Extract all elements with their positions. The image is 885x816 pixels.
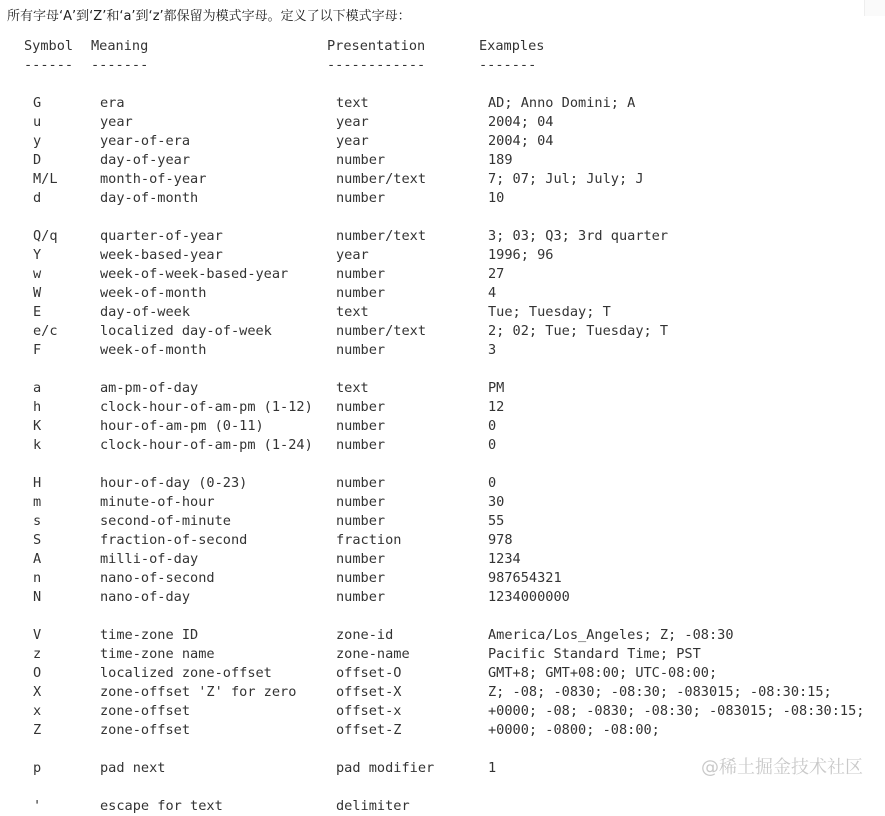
cell-symbol: e/c <box>33 323 58 339</box>
group-spacer <box>0 455 885 474</box>
cell-symbol: O <box>33 665 42 681</box>
cell-symbol: M/L <box>33 171 58 187</box>
cell-presentation: zone-name <box>336 646 410 662</box>
cell-symbol: d <box>33 190 42 206</box>
cell-examples: Z; -08; -0830; -08:30; -083015; -08:30:15; <box>488 684 832 700</box>
cell-meaning: nano-of-day <box>100 589 191 605</box>
cell-symbol: n <box>33 570 42 586</box>
cell-presentation: text <box>336 380 369 396</box>
cell-presentation: year <box>336 247 369 263</box>
cell-examples: 12 <box>488 399 505 415</box>
cell-presentation: number <box>336 285 386 301</box>
cell-meaning: day-of-month <box>100 190 199 206</box>
cell-examples: 978 <box>488 532 513 548</box>
cell-meaning: time-zone ID <box>100 627 199 643</box>
cell-examples: 1234000000 <box>488 589 570 605</box>
table-row <box>0 531 885 550</box>
cell-examples: GMT+8; GMT+08:00; UTC-08:00; <box>488 665 718 681</box>
cell-symbol: ' <box>33 798 42 814</box>
cell-meaning: month-of-year <box>100 171 207 187</box>
cell-examples: 1 <box>488 760 497 776</box>
table-row <box>0 436 885 455</box>
cell-examples: 4 <box>488 285 497 301</box>
cell-symbol: y <box>33 133 42 149</box>
table-row <box>0 341 885 360</box>
cell-presentation: delimiter <box>336 798 410 814</box>
cell-meaning: hour-of-day (0-23) <box>100 475 248 491</box>
cell-meaning: year-of-era <box>100 133 191 149</box>
cell-examples: Pacific Standard Time; PST <box>488 646 701 662</box>
cell-examples: 189 <box>488 152 513 168</box>
cell-presentation: number <box>336 475 386 491</box>
cell-examples: +0000; -08; -0830; -08:30; -083015; -08:30:15; <box>488 703 865 719</box>
cell-symbol: w <box>33 266 42 282</box>
cell-symbol: E <box>33 304 42 320</box>
cell-examples: 30 <box>488 494 505 510</box>
rule-meaning: ------- <box>91 57 149 73</box>
table-row <box>0 151 885 170</box>
cell-presentation: pad modifier <box>336 760 435 776</box>
table-row <box>0 284 885 303</box>
table-row <box>0 170 885 189</box>
intro-text: 所有字母‘A’到‘Z’和‘a’到‘z’都保留为模式字母。定义了以下模式字母： <box>7 9 411 24</box>
cell-symbol: u <box>33 114 42 130</box>
cell-meaning: clock-hour-of-am-pm (1-12) <box>100 399 313 415</box>
cell-meaning: fraction-of-second <box>100 532 248 548</box>
cell-presentation: zone-id <box>336 627 394 643</box>
cell-meaning: localized day-of-week <box>100 323 272 339</box>
cell-examples: 7; 07; Jul; July; J <box>488 171 644 187</box>
cell-examples: America/Los_Angeles; Z; -08:30 <box>488 627 734 643</box>
table-row <box>0 797 885 816</box>
table-row <box>0 664 885 683</box>
cell-examples: PM <box>488 380 505 396</box>
cell-symbol: A <box>33 551 42 567</box>
cell-presentation: number <box>336 513 386 529</box>
cell-examples: 0 <box>488 475 497 491</box>
table-body <box>0 75 885 816</box>
cell-meaning: zone-offset <box>100 703 191 719</box>
cell-presentation: offset-Z <box>336 722 402 738</box>
table-row <box>0 702 885 721</box>
cell-presentation: number <box>336 152 386 168</box>
table-header-row <box>0 37 885 56</box>
header-meaning: Meaning <box>91 38 149 54</box>
cell-symbol: p <box>33 760 42 776</box>
cell-symbol: X <box>33 684 42 700</box>
cell-presentation: number <box>336 570 386 586</box>
cell-presentation: year <box>336 133 369 149</box>
header-examples: Examples <box>479 38 545 54</box>
rule-symbol: ------ <box>24 57 74 73</box>
group-spacer <box>0 778 885 797</box>
group-spacer <box>0 208 885 227</box>
header-presentation: Presentation <box>327 38 426 54</box>
cell-meaning: time-zone name <box>100 646 215 662</box>
cell-meaning: zone-offset <box>100 722 191 738</box>
watermark: @稀土掘金技术社区 <box>701 757 863 778</box>
table-row <box>0 398 885 417</box>
cell-examples: 1996; 96 <box>488 247 554 263</box>
cell-examples: 987654321 <box>488 570 562 586</box>
cell-meaning: era <box>100 95 125 111</box>
cell-presentation: number/text <box>336 171 427 187</box>
cell-examples: 3 <box>488 342 497 358</box>
group-spacer <box>0 607 885 626</box>
pattern-letters-table <box>0 37 885 816</box>
cell-meaning: localized zone-offset <box>100 665 272 681</box>
cell-symbol: k <box>33 437 42 453</box>
table-row <box>0 417 885 436</box>
table-row <box>0 645 885 664</box>
table-row <box>0 227 885 246</box>
cell-symbol: G <box>33 95 42 111</box>
table-row <box>0 512 885 531</box>
table-row <box>0 474 885 493</box>
cell-meaning: year <box>100 114 133 130</box>
table-row <box>0 189 885 208</box>
cell-presentation: text <box>336 95 369 111</box>
rule-presentation: ------------ <box>327 57 426 73</box>
cell-meaning: second-of-minute <box>100 513 231 529</box>
cell-symbol: a <box>33 380 42 396</box>
table-row <box>0 569 885 588</box>
table-row <box>0 588 885 607</box>
table-row <box>0 303 885 322</box>
cell-meaning: zone-offset 'Z' for zero <box>100 684 297 700</box>
table-row <box>0 246 885 265</box>
cell-presentation: number <box>336 266 386 282</box>
cell-presentation: number <box>336 437 386 453</box>
cell-examples: 55 <box>488 513 505 529</box>
cell-examples: 2004; 04 <box>488 133 554 149</box>
cell-symbol: K <box>33 418 42 434</box>
cell-meaning: milli-of-day <box>100 551 199 567</box>
cell-presentation: number <box>336 418 386 434</box>
corner-decoration <box>864 0 885 16</box>
cell-presentation: year <box>336 114 369 130</box>
table-row <box>0 113 885 132</box>
cell-meaning: day-of-year <box>100 152 191 168</box>
table-row <box>0 379 885 398</box>
cell-examples: 27 <box>488 266 505 282</box>
cell-presentation: number/text <box>336 323 427 339</box>
table-row <box>0 132 885 151</box>
cell-presentation: number <box>336 551 386 567</box>
cell-meaning: day-of-week <box>100 304 191 320</box>
group-spacer <box>0 360 885 379</box>
cell-symbol: m <box>33 494 42 510</box>
cell-meaning: escape for text <box>100 798 223 814</box>
cell-presentation: text <box>336 304 369 320</box>
cell-symbol: s <box>33 513 42 529</box>
cell-examples: 10 <box>488 190 505 206</box>
cell-presentation: fraction <box>336 532 402 548</box>
cell-meaning: week-of-month <box>100 285 207 301</box>
cell-meaning: quarter-of-year <box>100 228 223 244</box>
rule-examples: ------- <box>479 57 537 73</box>
table-row <box>0 683 885 702</box>
cell-examples: AD; Anno Domini; A <box>488 95 636 111</box>
cell-presentation: offset-O <box>336 665 402 681</box>
cell-meaning: minute-of-hour <box>100 494 215 510</box>
cell-presentation: offset-X <box>336 684 402 700</box>
table-row <box>0 265 885 284</box>
cell-examples: 0 <box>488 437 497 453</box>
table-row <box>0 94 885 113</box>
cell-meaning: pad next <box>100 760 166 776</box>
cell-symbol: h <box>33 399 42 415</box>
cell-meaning: clock-hour-of-am-pm (1-24) <box>100 437 313 453</box>
cell-presentation: number <box>336 494 386 510</box>
cell-symbol: Q/q <box>33 228 58 244</box>
cell-meaning: week-of-week-based-year <box>100 266 289 282</box>
cell-symbol: Y <box>33 247 42 263</box>
cell-presentation: number <box>336 399 386 415</box>
cell-symbol: F <box>33 342 42 358</box>
cell-symbol: H <box>33 475 42 491</box>
cell-symbol: x <box>33 703 42 719</box>
cell-symbol: S <box>33 532 42 548</box>
table-row <box>0 721 885 740</box>
cell-presentation: offset-x <box>336 703 402 719</box>
cell-symbol: V <box>33 627 42 643</box>
group-spacer <box>0 75 885 94</box>
cell-examples: 2; 02; Tue; Tuesday; T <box>488 323 669 339</box>
cell-meaning: week-based-year <box>100 247 223 263</box>
cell-presentation: number/text <box>336 228 427 244</box>
cell-presentation: number <box>336 589 386 605</box>
cell-presentation: number <box>336 342 386 358</box>
table-row <box>0 493 885 512</box>
cell-examples: +0000; -0800; -08:00; <box>488 722 660 738</box>
cell-examples: 3; 03; Q3; 3rd quarter <box>488 228 669 244</box>
table-row <box>0 322 885 341</box>
cell-meaning: hour-of-am-pm (0-11) <box>100 418 264 434</box>
table-header-rule <box>0 56 885 75</box>
cell-symbol: N <box>33 589 42 605</box>
cell-presentation: number <box>336 190 386 206</box>
table-row <box>0 626 885 645</box>
header-symbol: Symbol <box>24 38 74 54</box>
cell-symbol: Z <box>33 722 42 738</box>
cell-symbol: D <box>33 152 42 168</box>
cell-examples: 1234 <box>488 551 521 567</box>
cell-examples: Tue; Tuesday; T <box>488 304 611 320</box>
cell-examples: 0 <box>488 418 497 434</box>
cell-symbol: W <box>33 285 42 301</box>
cell-examples: 2004; 04 <box>488 114 554 130</box>
table-row <box>0 550 885 569</box>
cell-meaning: week-of-month <box>100 342 207 358</box>
cell-meaning: nano-of-second <box>100 570 215 586</box>
cell-meaning: am-pm-of-day <box>100 380 199 396</box>
cell-symbol: z <box>33 646 42 662</box>
